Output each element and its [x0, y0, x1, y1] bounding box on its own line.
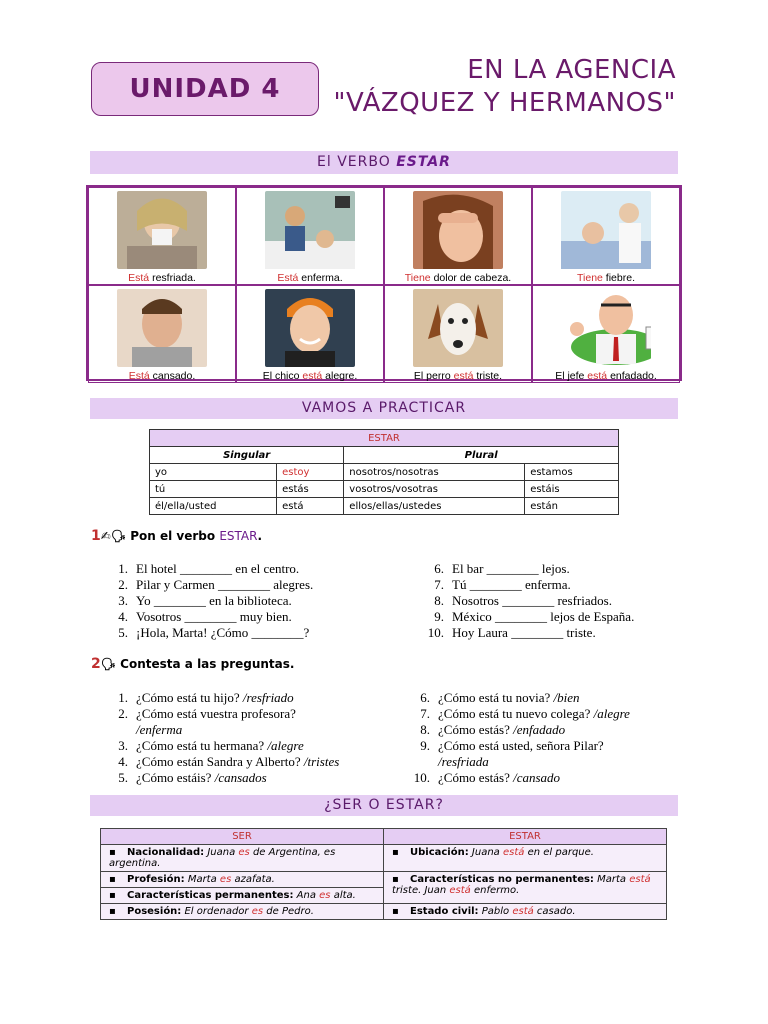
exercise-verb: ESTAR — [219, 529, 258, 543]
picture-caption: El chico está alegre. — [262, 370, 358, 382]
tired-man-icon — [117, 289, 207, 367]
sad-dog-icon — [413, 289, 503, 367]
exercise-number: 2 — [91, 656, 101, 672]
list-item: 2. Pilar y Carmen ________ alegres. — [118, 577, 314, 592]
picture-caption: Está enferma. — [277, 272, 343, 284]
happy-boy-icon — [265, 289, 355, 367]
pencil-icon: ✍ — [100, 529, 111, 543]
hospital-bed-icon — [265, 191, 355, 269]
list-item: 9. México ________ lejos de España. — [434, 609, 635, 624]
exercise-2-right-list — [408, 690, 630, 786]
fever-man-icon — [561, 191, 651, 269]
exercise-2-title — [91, 656, 294, 672]
table-cell: estáis — [525, 481, 619, 498]
list-item: 4. Vosotros ________ muy bien. — [118, 609, 292, 624]
estar-cell: ▪ Características no permanentes: Marta está triste. Juan está enfermo. — [384, 872, 667, 904]
list-item: 8. ¿Cómo estás? /enfadado — [420, 722, 566, 737]
table-cell: él/ella/usted — [150, 498, 277, 515]
picture-caption: El jefe está enfadado. — [555, 370, 657, 382]
list-item: 9. ¿Cómo está usted, señora Pilar? /resfriada — [420, 738, 604, 769]
page-title — [334, 54, 676, 120]
picture-caption: Tiene dolor de cabeza. — [404, 272, 512, 284]
section-ser-estar-title: ¿SER O ESTAR? — [324, 797, 444, 813]
table-row — [101, 904, 667, 920]
ser-estar-table — [100, 828, 667, 920]
table-cell: tú — [150, 481, 277, 498]
exercise-instruction: Pon el verbo — [130, 529, 216, 543]
ser-cell: ▪ Características permanentes: Ana es alta. — [101, 888, 384, 904]
table-row — [101, 845, 667, 872]
picture-cell — [236, 285, 384, 383]
list-item: 7. Tú ________ enferma. — [434, 577, 571, 592]
picture-cell — [384, 285, 532, 383]
picture-cell — [532, 285, 680, 383]
estar-header: ESTAR — [384, 829, 667, 845]
table-row — [150, 481, 619, 498]
exercise-2-left-list — [106, 690, 339, 786]
ser-cell: ▪ Posesión: El ordenador es de Pedro. — [101, 904, 384, 920]
list-item: 5. ¿Cómo estáis? /cansados — [118, 770, 267, 785]
exercise-1-left-list — [106, 561, 313, 641]
table-row — [101, 872, 667, 888]
headache-woman-icon — [413, 191, 503, 269]
table-cell: estamos — [525, 464, 619, 481]
section-practice-band — [90, 398, 678, 419]
estar-cell: ▪ Ubicación: Juana está en el parque. — [384, 845, 667, 872]
angry-boss-icon — [561, 289, 651, 367]
list-item: 3. ¿Cómo está tu hermana? /alegre — [118, 738, 304, 753]
list-item: 10. Hoy Laura ________ triste. — [427, 625, 596, 640]
table-row — [150, 464, 619, 481]
table-cell: yo — [150, 464, 277, 481]
title-line-1: EN LA AGENCIA — [467, 55, 676, 85]
list-item: 1. ¿Cómo está tu hijo? /resfriado — [118, 690, 294, 705]
title-line-2: "VÁZQUEZ Y HERMANOS" — [333, 88, 676, 118]
ser-cell: ▪ Profesión: Marta es azafata. — [101, 872, 384, 888]
plural-header: Plural — [344, 447, 619, 464]
section-estar-band — [90, 151, 678, 174]
list-item: 3. Yo ________ en la biblioteca. — [118, 593, 292, 608]
conjugation-table — [149, 429, 619, 515]
section-practice-title: VAMOS A PRACTICAR — [301, 400, 467, 416]
table-cell: ellos/ellas/ustedes — [344, 498, 525, 515]
estar-cell: ▪ Estado civil: Pablo está casado. — [384, 904, 667, 920]
ser-cell: ▪ Nacionalidad: Juana es de Argentina, es argentina. — [101, 845, 384, 872]
conjugation-header: ESTAR — [150, 430, 619, 447]
picture-caption: Tiene fiebre. — [577, 272, 635, 284]
list-item: 2. ¿Cómo está vuestra profesora? /enferma — [118, 706, 296, 737]
list-item: 10. ¿Cómo estás? /cansado — [413, 770, 561, 785]
section-estar-verb: ESTAR — [396, 154, 451, 170]
picture-caption: Está cansado. — [128, 370, 196, 382]
section-estar-prefix: El VERBO — [317, 154, 391, 170]
picture-grid — [86, 185, 682, 381]
picture-caption: El perro está triste. — [413, 370, 503, 382]
singular-header: Singular — [150, 447, 344, 464]
table-cell: nosotros/nosotras — [344, 464, 525, 481]
table-cell: están — [525, 498, 619, 515]
ser-header: SER — [101, 829, 384, 845]
picture-cell — [236, 187, 384, 285]
list-item: 4. ¿Cómo están Sandra y Alberto? /tristes — [118, 754, 340, 769]
section-ser-estar-band — [90, 795, 678, 816]
table-cell: vosotros/vosotras — [344, 481, 525, 498]
exercise-1-right-list — [422, 561, 634, 641]
speaker-icon: 🗣 — [100, 657, 116, 671]
picture-cell — [532, 187, 680, 285]
list-item: 1. El hotel ________ en el centro. — [118, 561, 300, 576]
exercise-1-title — [91, 528, 262, 544]
picture-cell — [88, 187, 236, 285]
speaker-icon: 🗣 — [110, 529, 127, 543]
table-row — [150, 498, 619, 515]
picture-caption: Está resfriada. — [128, 272, 196, 284]
list-item: 6. ¿Cómo está tu novia? /bien — [420, 690, 580, 705]
sick-woman-tissue-icon — [117, 191, 207, 269]
picture-cell — [384, 187, 532, 285]
picture-cell — [88, 285, 236, 383]
exercise-instruction: Contesta a las preguntas. — [120, 657, 295, 671]
list-item: 7. ¿Cómo está tu nuevo colega? /alegre — [420, 706, 630, 721]
table-cell: estoy — [277, 464, 344, 481]
list-item: 8. Nosotros ________ resfriados. — [434, 593, 612, 608]
unit-badge: UNIDAD 4 — [91, 62, 319, 116]
exercise-end: . — [257, 529, 263, 543]
table-cell: está — [277, 498, 344, 515]
exercise-number: 1 — [91, 528, 101, 544]
list-item: 5. ¡Hola, Marta! ¿Cómo ________? — [118, 625, 310, 640]
table-cell: estás — [277, 481, 344, 498]
list-item: 6. El bar ________ lejos. — [434, 561, 570, 576]
